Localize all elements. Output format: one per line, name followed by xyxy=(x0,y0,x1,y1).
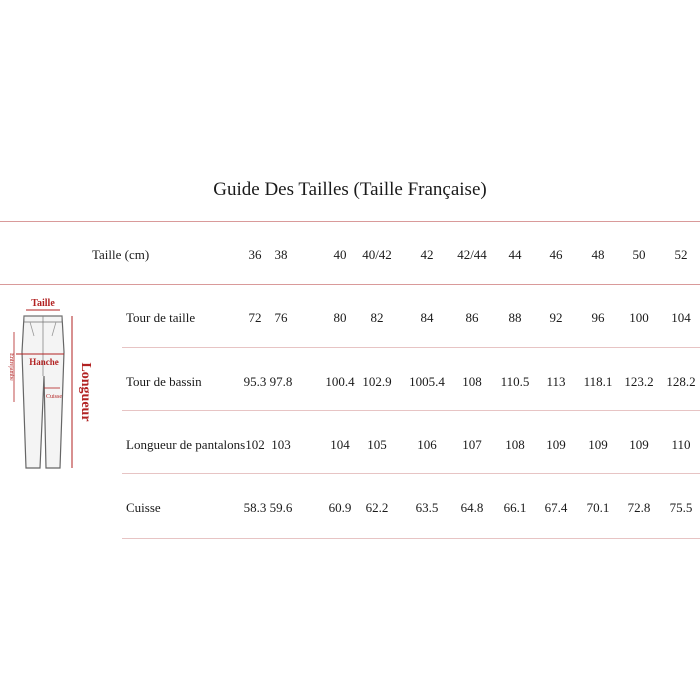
row-label: Longueur de pantalons xyxy=(126,437,246,452)
hanche-label: Hanche xyxy=(29,357,59,367)
table-cell: 110 xyxy=(671,437,691,452)
table-cell: 70.1 xyxy=(586,500,610,515)
table-cell: 104 xyxy=(671,310,691,325)
table-cell: 109 xyxy=(629,437,649,452)
row-label: Tour de bassin xyxy=(126,374,202,389)
table-cell: 64.8 xyxy=(460,500,484,515)
size-header-cell: 52 xyxy=(674,247,688,262)
size-header-cell: 42 xyxy=(420,247,434,262)
table-cell: 59.6 xyxy=(269,500,293,515)
table-cell: 58.3 xyxy=(243,500,267,515)
table-cell: 66.1 xyxy=(503,500,527,515)
table-cell: 110.5 xyxy=(500,374,530,389)
table-cell: 109 xyxy=(546,437,566,452)
table-cell: 63.5 xyxy=(415,500,439,515)
table-cell: 106 xyxy=(417,437,437,452)
row-label: Tour de taille xyxy=(126,310,196,325)
cuisse-label: Cuisse xyxy=(45,394,63,400)
header-divider xyxy=(0,284,700,285)
table-cell: 86 xyxy=(465,310,479,325)
table-cell: 113 xyxy=(546,374,566,389)
table-cell: 97.8 xyxy=(269,374,293,389)
table-cell: 75.5 xyxy=(669,500,693,515)
page-title: Guide Des Tailles (Taille Française) xyxy=(213,179,487,200)
table-cell: 72 xyxy=(248,310,262,325)
table-cell: 103 xyxy=(271,437,291,452)
table-cell: 109 xyxy=(588,437,608,452)
size-header-cell: 40/42 xyxy=(362,247,392,262)
table-cell: 107 xyxy=(462,437,482,452)
table-cell: 76 xyxy=(274,310,288,325)
size-header-cell: 42/44 xyxy=(457,247,487,262)
entrejambe-label: Entrejambe xyxy=(8,353,14,381)
table-cell: 95.3 xyxy=(243,374,267,389)
row-divider xyxy=(122,347,700,348)
table-cell: 128.2 xyxy=(666,374,696,389)
size-header-cell: 38 xyxy=(274,247,288,262)
size-header-cell: 44 xyxy=(508,247,522,262)
table-cell: 100 xyxy=(629,310,649,325)
table-cell: 62.2 xyxy=(365,500,389,515)
table-cell: 84 xyxy=(420,310,434,325)
pants-illustration xyxy=(0,292,100,482)
size-header-cell: 48 xyxy=(591,247,605,262)
title-divider xyxy=(0,221,700,222)
row-divider xyxy=(122,410,700,411)
row-divider xyxy=(122,538,700,539)
size-header-cell: 40 xyxy=(333,247,347,262)
table-cell: 92 xyxy=(549,310,563,325)
table-cell: 72.8 xyxy=(627,500,651,515)
table-cell: 100.4 xyxy=(325,374,355,389)
pants-measurement-figure xyxy=(0,292,100,482)
table-cell: 105 xyxy=(367,437,387,452)
table-cell: 88 xyxy=(508,310,522,325)
header-label: Taille (cm) xyxy=(92,247,150,262)
table-cell: 67.4 xyxy=(544,500,568,515)
table-cell: 104 xyxy=(330,437,350,452)
table-cell: 60.9 xyxy=(328,500,352,515)
table-cell: 108 xyxy=(462,374,482,389)
table-cell: 102 xyxy=(245,437,265,452)
size-header-cell: 50 xyxy=(632,247,646,262)
table-cell: 82 xyxy=(370,310,384,325)
row-label: Cuisse xyxy=(126,500,161,515)
row-divider xyxy=(122,473,700,474)
table-cell: 102.9 xyxy=(362,374,392,389)
table-cell: 108 xyxy=(505,437,525,452)
longueur-label: Longueur xyxy=(78,362,93,422)
size-header-cell: 46 xyxy=(549,247,563,262)
table-cell: 80 xyxy=(333,310,347,325)
taille-label: Taille xyxy=(31,298,55,309)
table-cell: 123.2 xyxy=(624,374,654,389)
table-cell: 1005.4 xyxy=(409,374,445,389)
size-header-cell: 36 xyxy=(248,247,262,262)
table-cell: 118.1 xyxy=(583,374,613,389)
table-cell: 96 xyxy=(591,310,605,325)
